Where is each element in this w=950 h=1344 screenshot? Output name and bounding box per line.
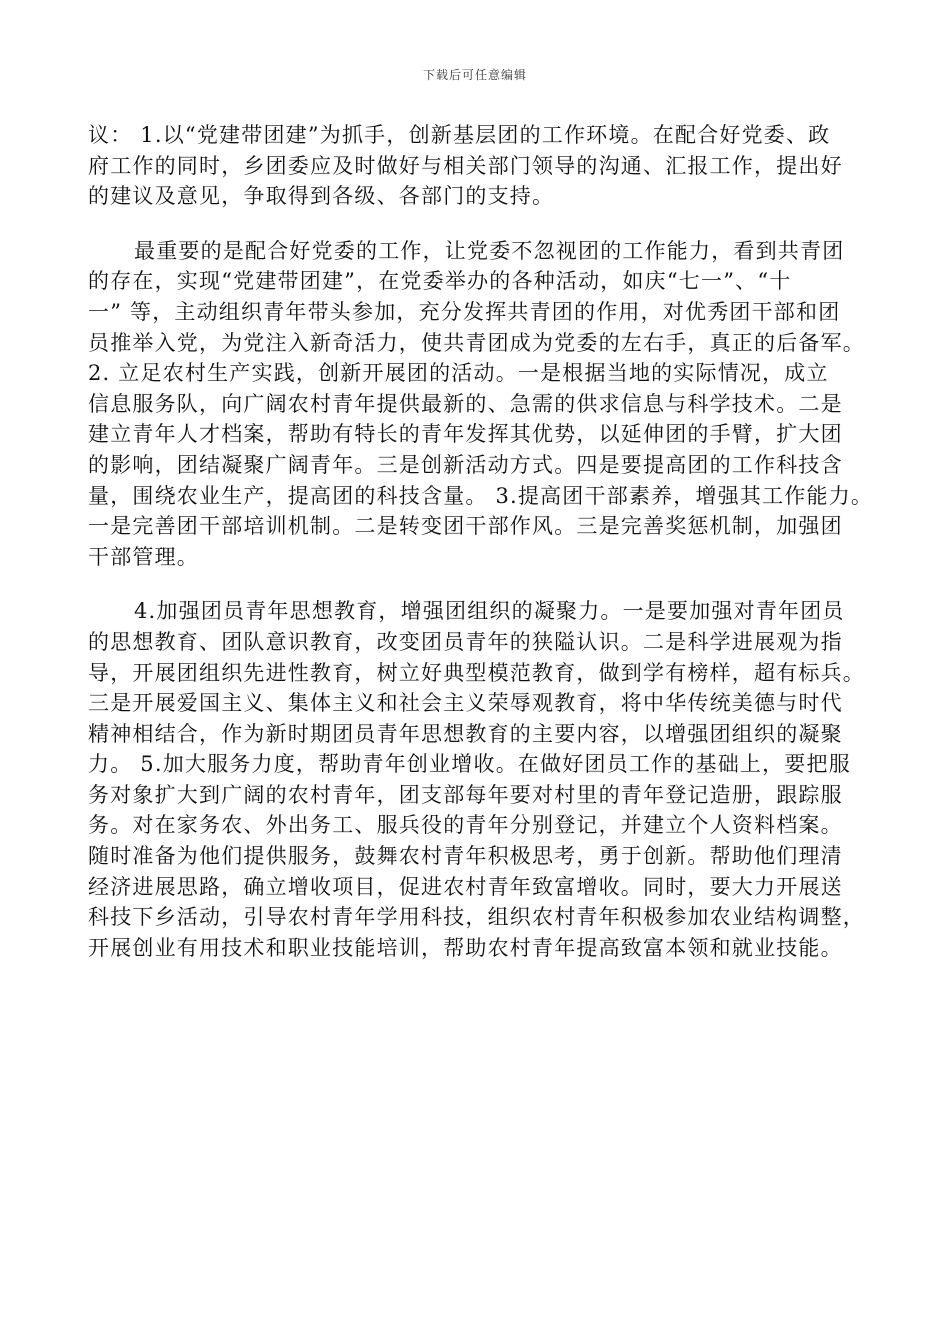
text-line: 的思想教育、团队意识教育，改变团员青年的狭隘认识。二是科学进展观为指	[88, 629, 843, 654]
text-line: 科技下乡活动，引导农村青年学用科技，组织农村青年积极参加农业结构调整，	[88, 905, 865, 930]
text-line: 信息服务队，向广阔农村青年提供最新的、急需的供求信息与科学技术。二是	[88, 391, 843, 416]
paragraph-gap	[88, 572, 870, 596]
text-line: 最重要的是配合好党委的工作，让党委不忽视团的工作能力，看到共青团	[134, 238, 845, 263]
text-line: 的存在，实现“党建带团建”，在党委举办的各种活动，如庆“七一”、“十	[88, 269, 792, 294]
text-line: 建立青年人才档案，帮助有特长的青年发挥其优势，以延伸团的手臂，扩大团	[88, 422, 843, 447]
text-line: 导，开展团组织先进性教育，树立好典型模范教育，做到学有榜样，超有标兵。	[88, 660, 865, 685]
text-line: 量，围绕农业生产，提高团的科技含量。 3.提高团干部素养，增强其工作能力。	[88, 483, 874, 508]
text-line: 的影响，团结凝聚广阔青年。三是创新活动方式。四是要提高团的工作科技含	[88, 452, 843, 477]
text-line: 干部管理。	[88, 544, 199, 569]
text-line: 议： 1.以“党建带团建”为抓手，创新基层团的工作环境。在配合好党委、政	[88, 123, 831, 147]
text-line: 精神相结合，作为新时期团员青年思想教育的主要内容，以增强团组织的凝聚	[88, 721, 843, 746]
paragraph-2	[88, 236, 874, 573]
text-line: 务。对在家务农、外出务工、服兵役的青年分别登记，并建立个人资料档案。	[88, 813, 843, 838]
text-line: 力。 5.加大服务力度，帮助青年创业增收。在做好团员工作的基础上，要把服	[88, 752, 851, 777]
text-line: 府工作的同时，乡团委应及时做好与相关部门领导的沟通、汇报工作，提出好	[88, 153, 843, 178]
text-line: 随时准备为他们提供服务，鼓舞农村青年积极思考，勇于创新。帮助他们理清	[88, 844, 843, 869]
paragraph-1	[88, 120, 870, 212]
document-body	[88, 120, 874, 963]
text-line: 一” 等，主动组织青年带头参加，充分发挥共青团的作用，对优秀团干部和团	[88, 299, 841, 324]
page-header: 下载后可任意编辑	[422, 68, 527, 82]
text-line: 的建议及意见，争取得到各级、各部门的支持。	[88, 184, 555, 209]
paragraph-gap	[88, 212, 870, 236]
text-line: 2. 立足农村生产实践，创新开展团的活动。一是根据当地的实际情况，成立	[88, 361, 829, 386]
text-line: 经济进展思路，确立增收项目，促进农村青年致富增收。同时，要大力开展送	[88, 874, 843, 899]
text-line: 一是完善团干部培训机制。二是转变团干部作风。三是完善奖惩机制，加强团	[88, 514, 843, 539]
paragraph-3	[88, 596, 870, 963]
text-line: 员推举入党，为党注入新奇活力，使共青团成为党委的左右手，真正的后备军。	[88, 330, 865, 355]
text-line: 三是开展爱国主义、集体主义和社会主义荣辱观教育，将中华传统美德与时代	[88, 691, 843, 716]
text-line: 4.加强团员青年思想教育，增强团组织的凝聚力。一是要加强对青年团员	[134, 599, 845, 624]
text-line: 开展创业有用技术和职业技能培训，帮助农村青年提高致富本领和就业技能。	[88, 935, 843, 960]
text-line: 务对象扩大到广阔的农村青年，团支部每年要对村里的青年登记造册，跟踪服	[88, 782, 843, 807]
